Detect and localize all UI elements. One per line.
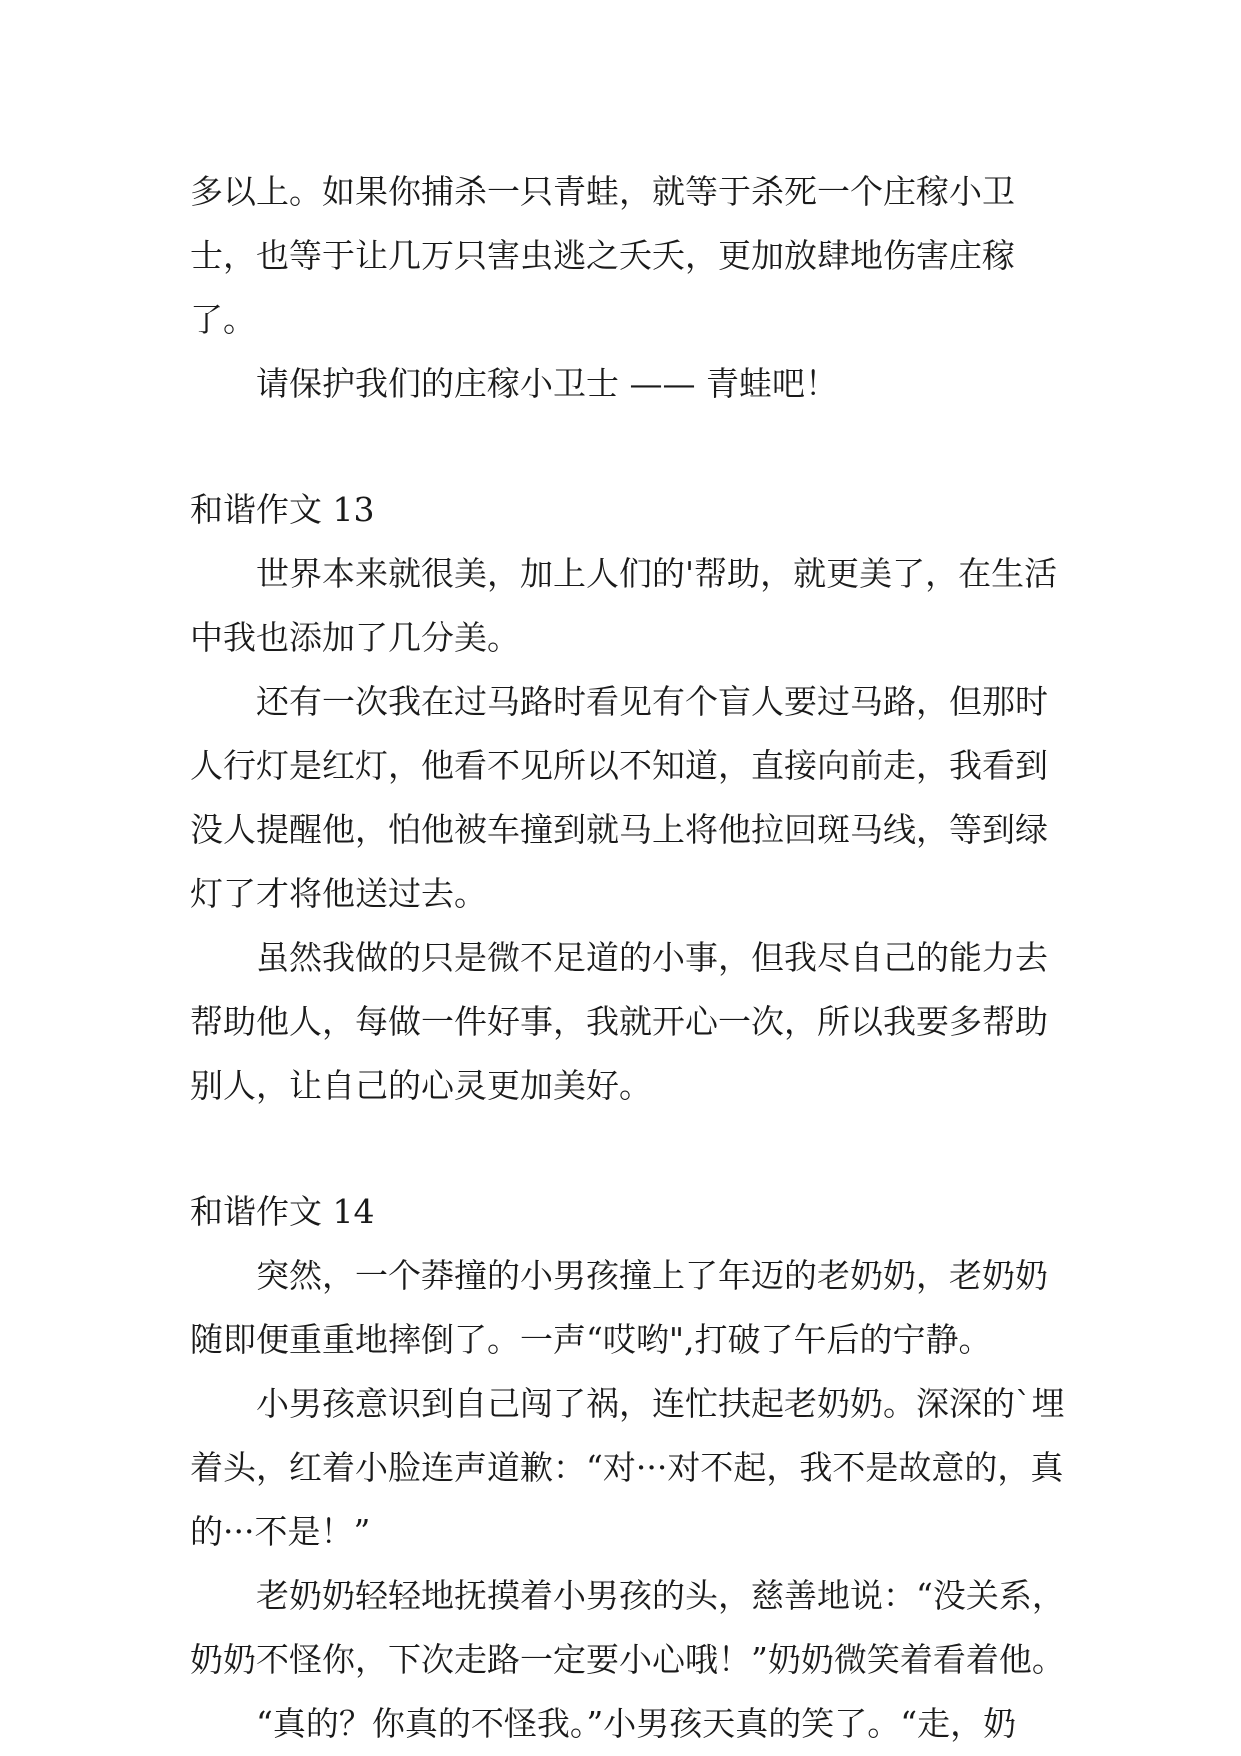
essay-14-paragraph-2: 小男孩意识到自己闯了祸，连忙扶起老奶奶。深深的`埋着头，红着小脸连声道歉：“对···对不起，我不是故意的，真的···不是！” <box>190 1384 1065 1551</box>
essay-14-title: 和谐作文 14 <box>190 1192 375 1231</box>
essay-13-title: 和谐作文 13 <box>190 490 375 529</box>
continuation-paragraph: 多以上。如果你捕杀一只青蛙，就等于杀死一个庄稼小卫士，也等于让几万只害虫逃之夭夭，更加放肆地伤害庄稼了。 <box>190 172 1015 339</box>
essay-13-paragraph-3: 虽然我做的只是微不足道的小事，但我尽自己的能力去帮助他人，每做一件好事，我就开心一次，所以我要多帮助别人，让自己的心灵更加美好。 <box>190 938 1048 1105</box>
essay-14-paragraph-1: 突然，一个莽撞的小男孩撞上了年迈的老奶奶，老奶奶随即便重重地摔倒了。一声“哎哟",打破了午后的宁静。 <box>190 1256 1048 1359</box>
essay-13-paragraph-2: 还有一次我在过马路时看见有个盲人要过马路，但那时人行灯是红灯，他看不见所以不知道，直接向前走，我看到没人提醒他，怕他被车撞到就马上将他拉回斑马线，等到绿灯了才将他送过去。 <box>190 682 1048 913</box>
section-gap <box>190 416 1070 478</box>
section-gap <box>190 1118 1070 1180</box>
essay-14-paragraph-4: “真的？你真的不怪我。”小男孩天真的笑了。“走，奶 <box>256 1704 1017 1743</box>
document-page <box>190 160 1070 1756</box>
closing-paragraph: 请保护我们的庄稼小卫士 —— 青蛙吧！ <box>256 364 838 403</box>
essay-13-paragraph-1: 世界本来就很美，加上人们的'帮助，就更美了，在生活中我也添加了几分美。 <box>190 554 1058 657</box>
essay-14-paragraph-3: 老奶奶轻轻地抚摸着小男孩的头，慈善地说：“没关系，奶奶不怪你，下次走路一定要小心哦！”奶奶微笑着看着他。 <box>190 1576 1065 1679</box>
